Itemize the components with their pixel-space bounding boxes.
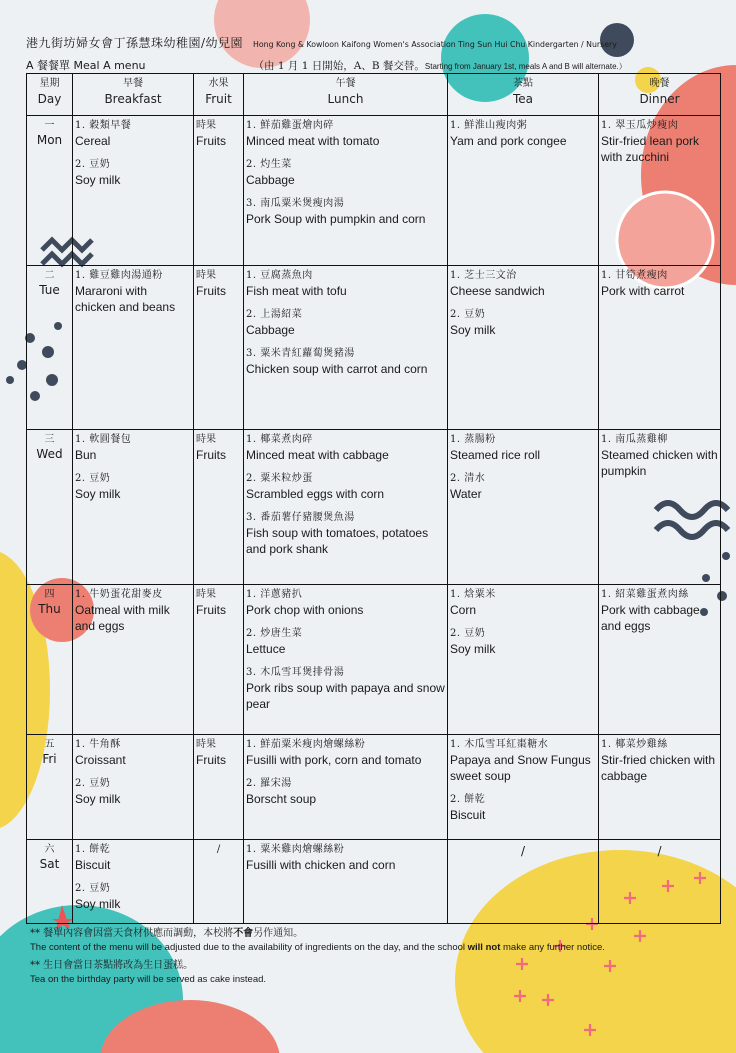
dinner-item-en: Stir-fried chicken with cabbage [601, 753, 716, 783]
day-cell [27, 840, 73, 924]
dinner-item-zh: 1. 甘筍煮瘦肉 [601, 270, 668, 281]
tea-item [450, 433, 596, 463]
breakfast-item-zh: 2. 豆奶 [75, 159, 111, 170]
lunch-cell [244, 116, 448, 266]
lunch-item [246, 308, 445, 338]
day-label-zh: 一 [44, 120, 55, 131]
fruit-en: Fruits [196, 134, 226, 148]
menu-row-sat [27, 840, 721, 924]
column-header-dinner: 晚餐 Dinner [599, 74, 721, 116]
tea-item [450, 793, 596, 823]
note-birthday-zh: ** 生日會當日茶點將改為生日蛋糕。 [30, 960, 194, 971]
breakfast-item [75, 472, 191, 502]
fruit-cell [194, 735, 244, 840]
day-label-zh: 六 [44, 844, 55, 855]
lunch-item [246, 627, 445, 657]
dinner-item-en: Pork with carrot [601, 284, 685, 298]
lunch-item-zh: 2. 炒唐生菜 [246, 628, 303, 639]
fruit-cell [194, 585, 244, 735]
lunch-item [246, 433, 445, 463]
tea-item [450, 472, 596, 502]
breakfast-item-en: Mararoni with chicken and beans [75, 284, 176, 314]
breakfast-cell [73, 430, 194, 585]
lunch-cell [244, 266, 448, 430]
breakfast-item [75, 433, 191, 463]
lunch-item-en: Fish soup with tomatoes, potatoes and pork shank [246, 526, 429, 556]
lunch-item [246, 472, 445, 502]
lunch-item-en: Scrambled eggs with corn [246, 487, 385, 501]
breakfast-item-zh: 2. 豆奶 [75, 883, 111, 894]
note-adjustment-zh: ** 餐單內容會因當天食材供應而調動，本校將不會另作通知。 [30, 928, 304, 939]
tea-item-en: Soy milk [450, 642, 496, 656]
column-header-tea: 茶點 Tea [448, 74, 599, 116]
tea-item-en: Yam and pork congee [450, 134, 567, 148]
lunch-item [246, 777, 445, 807]
breakfast-item-en: Bun [75, 448, 97, 462]
dinner-cell [599, 266, 721, 430]
lunch-item [246, 197, 445, 227]
school-name-zh: 港九街坊婦女會丁孫慧珠幼稚園/幼兒園 [26, 36, 244, 50]
lunch-item [246, 269, 445, 299]
dinner-item [601, 738, 718, 784]
tea-item [450, 738, 596, 784]
tea-item-zh: 2. 餅乾 [450, 794, 486, 805]
alternate-notice-en: Starting from January 1st, meals A and B will alternate.） [424, 62, 627, 71]
breakfast-item [75, 777, 191, 807]
lunch-item-en: Lettuce [246, 642, 286, 656]
menu-label: A 餐餐單 Meal A menu [26, 59, 146, 72]
lunch-item-zh: 1. 鮮茄雞蛋燴肉碎 [246, 120, 334, 131]
dinner-item [601, 433, 718, 479]
tea-cell: / [448, 840, 599, 924]
note-adjustment-en: The content of the menu will be adjusted due to the availability of ingredients on the day, and the school will not make any further notice. [30, 942, 605, 953]
breakfast-cell [73, 840, 194, 924]
menu-subheader [26, 57, 716, 73]
day-label-en: Sat [39, 857, 60, 871]
dinner-item-zh: 1. 南瓜蒸雞柳 [601, 434, 668, 445]
fruit-cell [194, 840, 244, 924]
breakfast-item [75, 882, 191, 912]
fruit-zh: 時果 [196, 270, 216, 281]
dinner-item [601, 269, 718, 299]
fruit-zh: 時果 [196, 589, 216, 600]
tea-item-en: Papaya and Snow Fungus sweet soup [450, 753, 591, 783]
lunch-cell [244, 735, 448, 840]
breakfast-item-en: Soy milk [75, 897, 121, 911]
tea-cell [448, 585, 599, 735]
tea-item-zh: 1. 蒸腸粉 [450, 434, 496, 445]
tea-item [450, 119, 596, 149]
dinner-cell [599, 585, 721, 735]
menu-row-tue [27, 266, 721, 430]
lunch-item-en: Cabbage [246, 173, 295, 187]
day-cell [27, 585, 73, 735]
lunch-item-en: Fusilli with pork, corn and tomato [246, 753, 422, 767]
column-header-fruit: 水果 Fruit [194, 74, 244, 116]
lunch-item-zh: 1. 豆腐蒸魚肉 [246, 270, 313, 281]
fruit-cell [194, 266, 244, 430]
day-label-en: Tue [39, 283, 60, 297]
tea-item-zh: 1. 焓粟米 [450, 589, 496, 600]
lunch-item-zh: 3. 番茄薯仔豬腰煲魚湯 [246, 512, 355, 523]
document-header [26, 34, 716, 51]
breakfast-item-en: Cereal [75, 134, 111, 148]
breakfast-item-en: Croissant [75, 753, 126, 767]
fruit-zh: 時果 [196, 120, 216, 131]
dinner-item-zh: 1. 紹菜雞蛋煮肉絲 [601, 589, 689, 600]
fruit-en: Fruits [196, 284, 226, 298]
lunch-item-zh: 2. 羅宋湯 [246, 778, 292, 789]
dinner-item-en: Pork with cabbage and eggs [601, 603, 700, 633]
day-label-zh: 二 [44, 270, 55, 281]
note-birthday-en: Tea on the birthday party will be served as cake instead. [30, 974, 267, 985]
fruit-en: Fruits [196, 603, 226, 617]
lunch-item-en: Fusilli with chicken and corn [246, 858, 396, 872]
breakfast-item-en: Soy milk [75, 792, 121, 806]
tea-cell [448, 735, 599, 840]
lunch-item [246, 119, 445, 149]
tea-item-zh: 1. 芝士三文治 [450, 270, 517, 281]
breakfast-item-en: Soy milk [75, 487, 121, 501]
lunch-item [246, 588, 445, 618]
dinner-item [601, 119, 718, 165]
fruit-cell [194, 430, 244, 585]
lunch-item-zh: 1. 粟米雞肉燴螺絲粉 [246, 844, 345, 855]
breakfast-item-zh: 1. 牛角酥 [75, 739, 121, 750]
column-header-breakfast: 早餐 Breakfast [73, 74, 194, 116]
breakfast-item-en: Soy milk [75, 173, 121, 187]
lunch-item-zh: 1. 椰菜煮肉碎 [246, 434, 313, 445]
breakfast-item-zh: 1. 雞豆雞肉湯通粉 [75, 270, 163, 281]
lunch-item-en: Fish meat with tofu [246, 284, 347, 298]
tea-item [450, 588, 596, 618]
lunch-item-en: Pork chop with onions [246, 603, 364, 617]
breakfast-item-zh: 1. 牛奶蛋花甜麥皮 [75, 589, 163, 600]
column-header-lunch: 午餐 Lunch [244, 74, 448, 116]
lunch-item [246, 666, 445, 712]
tea-item-en: Cheese sandwich [450, 284, 545, 298]
lunch-item [246, 738, 445, 768]
menu-table [26, 73, 721, 924]
lunch-item-en: Chicken soup with carrot and corn [246, 362, 428, 376]
breakfast-item-en: Biscuit [75, 858, 111, 872]
lunch-item-en: Borscht soup [246, 792, 317, 806]
dinner-cell [599, 735, 721, 840]
dinner-item-en: Steamed chicken with pumpkin [601, 448, 718, 478]
tea-item-en: Water [450, 487, 482, 501]
menu-row-mon [27, 116, 721, 266]
school-name-en: Hong Kong & Kowloon Kaifong Women's Association Ting Sun Hui Chu Kindergarten / Nursery [253, 40, 617, 49]
lunch-cell [244, 840, 448, 924]
dinner-item [601, 588, 718, 634]
day-label-zh: 四 [44, 589, 55, 600]
lunch-cell [244, 430, 448, 585]
dinner-item-zh: 1. 椰菜炒雞絲 [601, 739, 668, 750]
breakfast-item-en: Oatmeal with milk and eggs [75, 603, 170, 633]
tea-item-zh: 2. 清水 [450, 473, 486, 484]
lunch-item-zh: 3. 南瓜粟米煲瘦肉湯 [246, 198, 345, 209]
tea-item-zh: 2. 豆奶 [450, 628, 486, 639]
lunch-item-zh: 1. 鮮茄粟米瘦肉燴螺絲粉 [246, 739, 366, 750]
breakfast-cell [73, 116, 194, 266]
tea-item [450, 308, 596, 338]
tea-item [450, 269, 596, 299]
lunch-item-en: Cabbage [246, 323, 295, 337]
dinner-cell: / [599, 840, 721, 924]
lunch-item-en: Pork ribs soup with papaya and snow pear [246, 681, 445, 711]
tea-item-en: Corn [450, 603, 477, 617]
lunch-item [246, 347, 445, 377]
tea-item-zh: 2. 豆奶 [450, 309, 486, 320]
alternate-notice [254, 58, 627, 73]
lunch-item-zh: 2. 灼生菜 [246, 159, 292, 170]
day-cell [27, 735, 73, 840]
lunch-item-zh: 2. 粟米粒炒蛋 [246, 473, 313, 484]
lunch-item-zh: 3. 粟米青紅蘿蔔煲豬湯 [246, 348, 355, 359]
breakfast-item-zh: 2. 豆奶 [75, 778, 111, 789]
day-cell [27, 116, 73, 266]
tea-cell [448, 430, 599, 585]
breakfast-item-zh: 1. 軟圓餐包 [75, 434, 132, 445]
day-label-en: Fri [42, 752, 57, 766]
tea-item-en: Biscuit [450, 808, 486, 822]
day-label-en: Mon [36, 133, 63, 147]
menu-row-thu [27, 585, 721, 735]
breakfast-cell [73, 585, 194, 735]
lunch-item [246, 511, 445, 557]
fruit-en: Fruits [196, 753, 226, 767]
fruit-zh: 時果 [196, 739, 216, 750]
day-cell [27, 266, 73, 430]
breakfast-item [75, 269, 191, 315]
lunch-item [246, 158, 445, 188]
breakfast-item-zh: 1. 餅乾 [75, 844, 111, 855]
dinner-item-en: Stir-fried lean pork with zucchini [601, 134, 700, 164]
lunch-item-zh: 1. 洋蔥豬扒 [246, 589, 303, 600]
day-label-zh: 三 [44, 434, 55, 445]
menu-row-fri [27, 735, 721, 840]
lunch-item-en: Minced meat with cabbage [246, 448, 389, 462]
lunch-item-zh: 2. 上湯紹菜 [246, 309, 303, 320]
lunch-item-zh: 3. 木瓜雪耳煲排骨湯 [246, 667, 345, 678]
day-label-zh: 五 [44, 739, 55, 750]
tea-cell [448, 116, 599, 266]
tea-item [450, 627, 596, 657]
breakfast-item [75, 843, 191, 873]
tea-item-zh: 1. 鮮淮山瘦肉粥 [450, 120, 528, 131]
breakfast-item [75, 158, 191, 188]
alternate-notice-zh: （由 1 月 1 日開始，A、B 餐交替。 [253, 60, 425, 72]
breakfast-item [75, 738, 191, 768]
column-header-day: 星期 Day [27, 74, 73, 116]
lunch-item [246, 843, 445, 873]
dinner-cell [599, 116, 721, 266]
breakfast-cell [73, 735, 194, 840]
fruit-zh: 時果 [196, 434, 216, 445]
breakfast-cell [73, 266, 194, 430]
breakfast-item-zh: 1. 穀類早餐 [75, 120, 132, 131]
day-cell [27, 430, 73, 585]
day-label-en: Thu [38, 602, 61, 616]
fruit-zh: / [216, 844, 221, 855]
breakfast-item [75, 588, 191, 634]
lunch-cell [244, 585, 448, 735]
tea-item-en: Steamed rice roll [450, 448, 541, 462]
tea-cell [448, 266, 599, 430]
menu-row-wed [27, 430, 721, 585]
tea-item-zh: 1. 木瓜雪耳紅棗糖水 [450, 739, 549, 750]
breakfast-item [75, 119, 191, 149]
lunch-item-en: Pork Soup with pumpkin and corn [246, 212, 426, 226]
fruit-en: Fruits [196, 448, 226, 462]
dinner-cell [599, 430, 721, 585]
menu-notes [30, 926, 720, 986]
breakfast-item-zh: 2. 豆奶 [75, 473, 111, 484]
lunch-item-en: Minced meat with tomato [246, 134, 380, 148]
day-label-en: Wed [36, 447, 63, 461]
fruit-cell [194, 116, 244, 266]
dinner-item-zh: 1. 翠玉瓜炒瘦肉 [601, 120, 679, 131]
header-row [27, 74, 721, 116]
tea-item-en: Soy milk [450, 323, 496, 337]
